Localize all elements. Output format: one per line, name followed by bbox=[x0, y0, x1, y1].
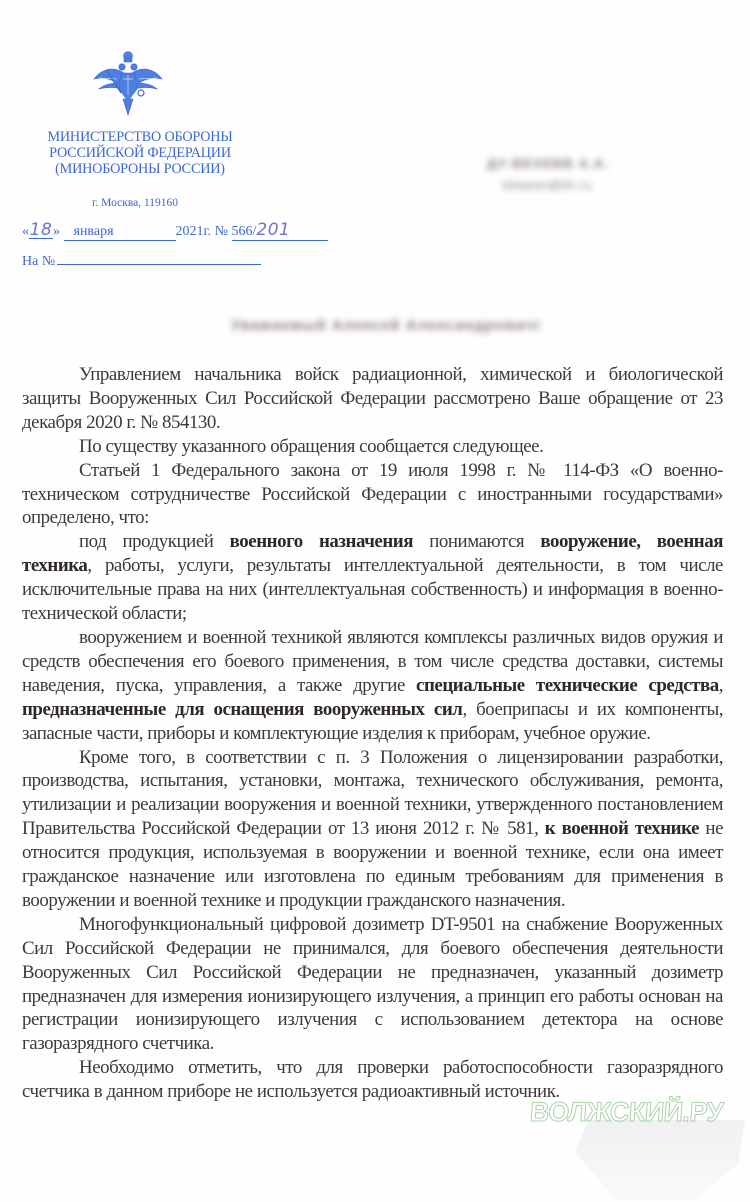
letter-body bbox=[22, 363, 723, 1104]
paragraph-text: понимаются bbox=[413, 531, 541, 553]
ministry-line-1: МИНИСТЕРСТВО ОБОРОНЫ bbox=[47, 129, 233, 145]
double-headed-eagle-emblem-icon bbox=[93, 49, 163, 117]
bold-term: вооружение, военная техника bbox=[22, 531, 723, 577]
salutation-redacted: Уважаемый Алексей Александрович! bbox=[231, 317, 542, 334]
recipient-name-redacted: ДУ-ВЕХЕВВ А.А. bbox=[487, 156, 610, 171]
reply-to-line bbox=[22, 251, 261, 270]
ministry-line-3: (МИНОБОРОНЫ РОССИИ) bbox=[55, 161, 225, 177]
watermark-shape bbox=[575, 1120, 745, 1200]
document-number bbox=[232, 222, 328, 241]
date-month: января bbox=[64, 224, 176, 241]
paragraph-text: Кроме того, в соответствии с п. 3 Положения о лицензировании разработки, производства, испытания, установки, монтажа, технического обслуживания, ремонта, утилизации и реализации вооружения и военной техники, утвержденного постановлением Правительства Российской Федерации от 13 июня 2012 г. № 581, bbox=[22, 746, 723, 840]
paragraph-4 bbox=[22, 530, 723, 626]
document-number-printed: 566/ bbox=[231, 224, 257, 239]
paragraph-text: Необходимо отметить, что для проверки работоспособности газоразрядного счетчика в данном приборе не используется радиоактивный источник. bbox=[22, 1057, 723, 1103]
paragraph-text: не относится продукция, используемая в вооружении и военной технике, если она имеет гражданское назначение или изготовлена по единым требованиям для применения в вооружении и военной технике и продукции гражданского назначения. bbox=[22, 818, 723, 911]
paragraph-2 bbox=[22, 435, 723, 459]
close-quote: » bbox=[53, 224, 60, 239]
paragraph-text: вооружением и военной техникой являются комплексы различных видов оружия и средств обеспечения его боевого применения, в том числе средства доставки, системы наведения, пуска, управления, а также другие bbox=[22, 626, 723, 696]
paragraph-text: Статьей 1 Федерального закона от 19 июля 1998 г. № 114-ФЗ «О военно-техническом сотрудничестве Российской Федерации с иностранными государствами» определено, что: bbox=[22, 459, 723, 529]
year-suffix: г. № bbox=[203, 224, 229, 239]
ministry-name bbox=[30, 129, 250, 177]
watermark-logo: ВОЛЖСКИЙ.РУ bbox=[528, 1097, 725, 1127]
registration-line bbox=[22, 222, 328, 246]
paragraph-5 bbox=[22, 626, 723, 746]
open-quote: « bbox=[22, 224, 29, 239]
paragraph-text: , работы, услуги, результаты интеллектуальной деятельности, в том числе исключительные права на них (интеллектуальная собственность) и информация в военно-технической области; bbox=[22, 555, 723, 625]
city-address: г. Москва, 119160 bbox=[92, 197, 179, 209]
ministry-line-2: РОССИЙСКОЙ ФЕДЕРАЦИИ bbox=[49, 145, 231, 161]
bold-term: к военной технике bbox=[544, 818, 700, 840]
document-number-handwritten: 201 bbox=[256, 220, 291, 240]
paragraph-1 bbox=[22, 363, 723, 435]
paragraph-7 bbox=[22, 913, 723, 1056]
paragraph-6 bbox=[22, 746, 723, 913]
date-year: 2021 bbox=[175, 224, 204, 239]
reply-to-label: На № bbox=[22, 254, 56, 269]
paragraph-text: Управлением начальника войск радиационной, химической и биологической защиты Вооруженных Сил Российской Федерации рассмотрено Ваше обращение от 23 декабря 2020 г. № 854130. bbox=[22, 364, 723, 433]
recipient-email-redacted: ddwpav@bk.ru bbox=[502, 178, 592, 192]
handwritten-day: 18 bbox=[29, 220, 53, 240]
paragraph-text: Многофункциональный цифровой дозиметр DT-9501 на снабжение Вооруженных Сил Российской Федерации не принимался, для боевого обеспечения деятельности Вооруженных Сил Российской Федерации не предназначен, указанный дозиметр предназначен для измерения ионизирующего излучения, а принцип его работы основан на регистрации ионизирующего излучения с использованием детектора на основе газоразрядного счетчика. bbox=[22, 913, 723, 1055]
paragraph-text: под продукцией bbox=[79, 531, 230, 553]
bold-term: специальные технические средства bbox=[416, 674, 719, 696]
paragraph-text: , боеприпасы и их компоненты, запасные части, приборы и комплектующие изделия к приборам, учебное оружие. bbox=[22, 698, 723, 744]
reply-to-blank bbox=[57, 251, 261, 265]
bold-term: предназначенные для оснащения вооруженных сил bbox=[22, 698, 463, 720]
paragraph-text: По существу указанного обращения сообщается следующее. bbox=[79, 435, 544, 457]
paragraph-text: , bbox=[718, 674, 723, 696]
paragraph-3 bbox=[22, 459, 723, 531]
bold-term: военного назначения bbox=[229, 531, 413, 553]
